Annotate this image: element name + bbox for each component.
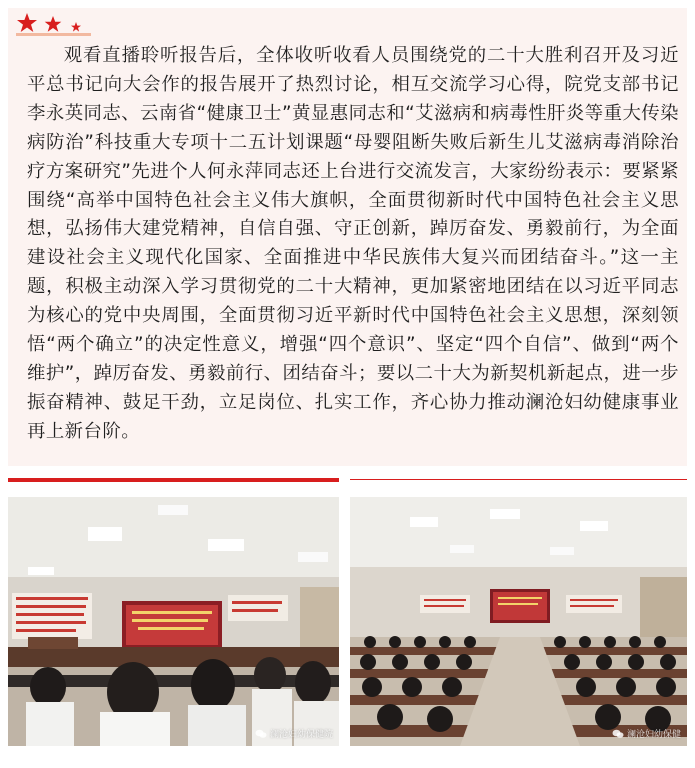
- photo-watermark: [255, 727, 333, 740]
- article-paragraph: 观看直播聆听报告后，全体收听收看人员围绕党的二十大胜利召开及习近平总书记向大会作的报告展开了热烈讨论，相互交流学习心得，院党支部书记李永英同志、云南省“健康卫士”黄显惠同志和“艾滋病和病毒性肝炎等重大传染病防治”科技重大专项十二五计划课题“母婴阻断失败后新生儿艾滋病毒消除治疗方案研究”先进个人何永萍同志还上台进行交流发言，大家纷纷表示：要紧紧围绕“高举中国特色社会主义伟大旗帜，全面贯彻新时代中国特色社会主义思想，弘扬伟大建党精神，自信自强、守正创新，踔厉奋发、勇毅前行，为全面建设社会主义现代化国家、全面推进中华民族伟大复兴而团结奋斗。”这一主题，积极主动深入学习贯彻党的二十大精神，更加紧密地团结在以习近平同志为核心的党中央周围，全面贯彻习近平新时代中国特色社会主义思想，深刻领悟“两个确立”的决定性意义，增强“四个意识”、坚定“四个自信”、做到“两个维护”，踔厉奋发、勇毅前行、团结奋斗；要以二十大为新契机新起点，进一步振奋精神、鼓足干劲，立足岗位、扎实工作，齐心协力推动澜沧妇幼健康事业再上新台阶。: [27, 45, 680, 442]
- text-card: [8, 8, 687, 466]
- meeting-photo-left: [8, 497, 339, 746]
- star-icon: [17, 13, 37, 32]
- meeting-photo-right: [350, 497, 687, 746]
- accent-line: [16, 33, 91, 36]
- wechat-icon: [612, 729, 624, 739]
- red-divider-thin: [350, 479, 687, 480]
- star-icon: [45, 16, 62, 32]
- red-divider-thick: [8, 478, 339, 482]
- star-decoration-icon: [16, 12, 86, 34]
- star-icon: [71, 22, 81, 32]
- watermark-text: 澜沧妇幼保健: [626, 730, 681, 740]
- watermark-text: 澜沧妇幼保健院: [269, 730, 333, 740]
- photo-watermark: [612, 727, 681, 740]
- meeting-scene-image: [8, 497, 339, 746]
- wechat-icon: [255, 729, 267, 739]
- meeting-hall-image: [350, 497, 687, 746]
